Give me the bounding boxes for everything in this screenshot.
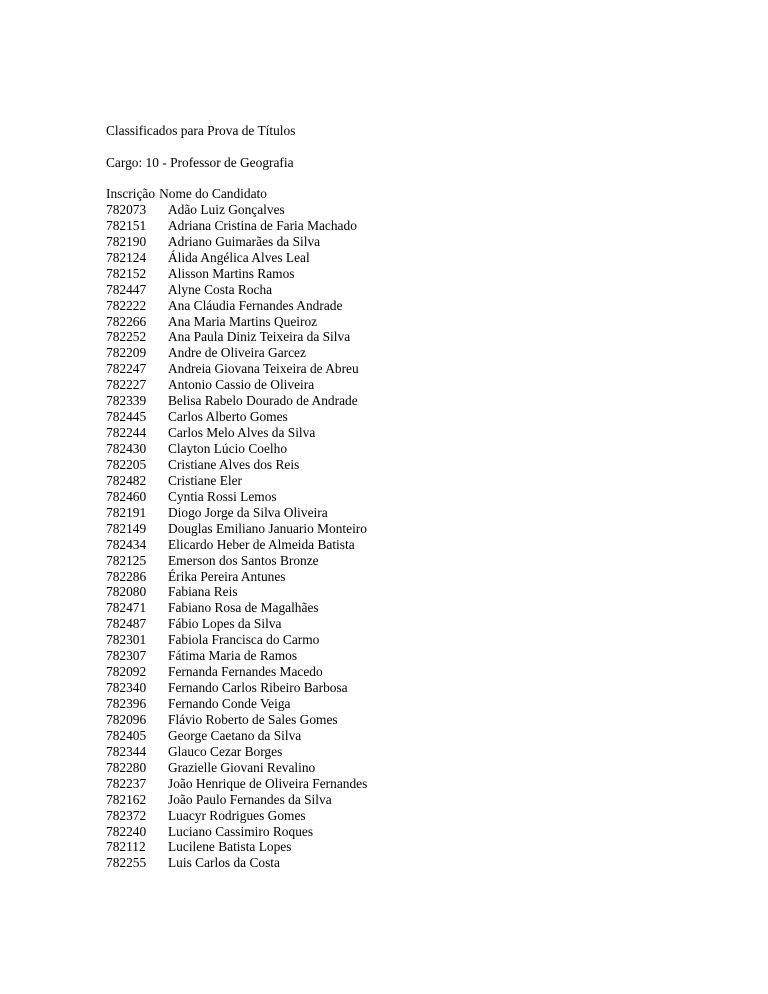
inscricao-cell: 782237 — [106, 775, 147, 791]
table-row — [106, 537, 367, 553]
inscricao-cell: 782430 — [106, 441, 147, 456]
inscricao-cell: 782151 — [106, 217, 147, 233]
candidate-name-cell: Fernanda Fernandes Macedo — [168, 664, 323, 680]
table-row — [106, 282, 367, 298]
table-row — [106, 441, 367, 457]
table-row — [106, 361, 367, 377]
inscricao-cell: 782340 — [106, 680, 147, 696]
table-row — [106, 314, 367, 330]
candidate-name-cell: Carlos Alberto Gomes — [168, 409, 288, 425]
table-row — [106, 457, 367, 473]
candidate-name-cell: Adriano Guimarães da Silva — [168, 233, 321, 249]
candidate-name-cell: Douglas Emiliano Januario Monteiro — [168, 520, 367, 536]
inscricao-cell: 782445 — [106, 409, 147, 425]
inscricao-cell: 782125 — [106, 552, 147, 568]
candidate-name-cell: João Paulo Fernandes da Silva — [168, 791, 332, 807]
candidate-name-cell: Carlos Melo Alves da Silva — [168, 425, 316, 441]
candidate-name-cell: George Caetano da Silva — [168, 727, 302, 743]
inscricao-cell: 782434 — [106, 536, 147, 552]
table-row — [106, 696, 367, 712]
table-row — [106, 712, 367, 728]
inscricao-cell: 782301 — [106, 632, 147, 648]
candidate-name-cell: Luciano Cassimiro Roques — [168, 823, 314, 839]
inscricao-cell: 782209 — [106, 345, 147, 361]
table-row — [106, 218, 367, 234]
table-row — [106, 409, 367, 425]
table-row — [106, 792, 367, 808]
inscricao-cell: 782247 — [106, 361, 147, 377]
candidate-name-cell: Fábio Lopes da Silva — [168, 616, 282, 632]
inscricao-cell: 782460 — [106, 488, 147, 504]
inscricao-cell: 782191 — [106, 504, 147, 520]
candidate-name-cell: Ana Maria Martins Queiroz — [168, 313, 318, 329]
inscricao-cell: 782227 — [106, 377, 147, 393]
table-row — [106, 680, 367, 696]
table-row — [106, 345, 367, 361]
inscricao-cell: 782339 — [106, 393, 147, 409]
inscricao-cell: 782344 — [106, 743, 147, 759]
table-row — [106, 808, 367, 824]
inscricao-cell: 782162 — [106, 791, 147, 807]
inscricao-cell: 782205 — [106, 456, 147, 472]
table-row — [106, 616, 367, 632]
table-row — [106, 744, 367, 760]
candidate-name-cell: Fernando Carlos Ribeiro Barbosa — [168, 680, 348, 696]
table-row — [106, 553, 367, 569]
header-inscricao: Inscrição — [106, 186, 156, 201]
inscricao-cell: 782307 — [106, 648, 147, 664]
table-row — [106, 489, 367, 505]
cargo-line: Cargo: 10 - Professor de Geografia — [106, 155, 294, 170]
inscricao-cell: 782092 — [106, 664, 147, 680]
table-row — [106, 824, 367, 840]
inscricao-cell: 782487 — [106, 616, 147, 632]
table-row — [106, 298, 367, 314]
candidate-name-cell: Cyntia Rossi Lemos — [168, 488, 277, 504]
inscricao-cell: 782222 — [106, 297, 147, 313]
candidate-name-cell: Alisson Martins Ramos — [168, 265, 295, 281]
candidate-name-cell: Adão Luiz Gonçalves — [168, 201, 285, 217]
inscricao-cell: 782096 — [106, 711, 147, 727]
table-row — [106, 505, 367, 521]
candidate-name-cell: Andre de Oliveira Garcez — [168, 345, 306, 361]
candidate-name-cell: Antonio Cassio de Oliveira — [168, 377, 315, 393]
table-row — [106, 584, 367, 600]
candidate-name-cell: Ana Cláudia Fernandes Andrade — [168, 297, 343, 313]
document-title: Classificados para Prova de Títulos — [106, 123, 296, 138]
candidate-name-cell: Fabiana Reis — [168, 584, 238, 600]
table-row — [106, 648, 367, 664]
table-row — [106, 329, 367, 345]
inscricao-cell: 782396 — [106, 696, 147, 711]
candidate-name-cell: Grazielle Giovani Revalino — [168, 759, 316, 775]
inscricao-cell: 782255 — [106, 855, 147, 871]
candidate-name-cell: Elicardo Heber de Almeida Batista — [168, 536, 355, 552]
candidate-name-cell: Lucilene Batista Lopes — [168, 839, 292, 855]
inscricao-cell: 782372 — [106, 807, 147, 823]
table-row — [106, 664, 367, 680]
inscricao-cell: 782152 — [106, 265, 147, 281]
table-row — [106, 393, 367, 409]
table-row — [106, 569, 367, 585]
table-row — [106, 728, 367, 744]
candidate-name-cell: Fátima Maria de Ramos — [168, 648, 298, 664]
inscricao-cell: 782112 — [106, 839, 146, 855]
table-row — [106, 234, 367, 250]
table-row — [106, 855, 367, 871]
candidate-name-cell: Érika Pereira Antunes — [168, 568, 286, 584]
inscricao-cell: 782482 — [106, 472, 147, 488]
table-row — [106, 839, 367, 855]
table-row — [106, 776, 367, 792]
candidate-name-cell: Glauco Cezar Borges — [168, 743, 283, 759]
inscricao-cell: 782252 — [106, 329, 147, 345]
inscricao-cell: 782266 — [106, 313, 147, 329]
table-row — [106, 632, 367, 648]
candidate-name-cell: Cristiane Alves dos Reis — [168, 456, 300, 472]
candidate-name-cell: Luis Carlos da Costa — [168, 855, 280, 871]
candidate-name-cell: Luacyr Rodrigues Gomes — [168, 807, 306, 823]
table-row — [106, 600, 367, 616]
inscricao-cell: 782286 — [106, 568, 147, 584]
inscricao-cell: 782073 — [106, 201, 147, 217]
table-row — [106, 266, 367, 282]
table-row — [106, 521, 367, 537]
candidate-name-cell: Cristiane Eler — [168, 472, 242, 488]
candidate-name-cell: Clayton Lúcio Coelho — [168, 441, 288, 456]
candidates-table — [106, 186, 367, 871]
inscricao-cell: 782240 — [106, 823, 147, 839]
inscricao-cell: 782124 — [106, 249, 147, 265]
candidate-name-cell: Álida Angélica Alves Leal — [168, 249, 310, 265]
inscricao-cell: 782471 — [106, 600, 147, 616]
table-row — [106, 377, 367, 393]
candidate-name-cell: Diogo Jorge da Silva Oliveira — [168, 504, 328, 520]
inscricao-cell: 782244 — [106, 425, 147, 441]
table-body — [106, 202, 367, 871]
inscricao-cell: 782080 — [106, 584, 147, 600]
candidate-name-cell: Fernando Conde Veiga — [168, 696, 291, 711]
candidate-name-cell: Andreia Giovana Teixeira de Abreu — [168, 361, 359, 377]
candidate-name-cell: João Henrique de Oliveira Fernandes — [168, 775, 368, 791]
candidate-name-cell: Fabiano Rosa de Magalhães — [168, 600, 319, 616]
candidate-name-cell: Alyne Costa Rocha — [168, 281, 273, 297]
table-header-row — [106, 186, 367, 202]
table-row — [106, 760, 367, 776]
table-row — [106, 425, 367, 441]
candidate-name-cell: Fabiola Francisca do Carmo — [168, 632, 320, 648]
candidate-name-cell: Belisa Rabelo Dourado de Andrade — [168, 393, 358, 409]
inscricao-cell: 782447 — [106, 281, 147, 297]
candidate-name-cell: Flávio Roberto de Sales Gomes — [168, 711, 338, 727]
inscricao-cell: 782149 — [106, 520, 147, 536]
inscricao-cell: 782190 — [106, 233, 147, 249]
candidate-name-cell: Adriana Cristina de Faria Machado — [168, 217, 357, 233]
table-row — [106, 473, 367, 489]
inscricao-cell: 782405 — [106, 727, 147, 743]
candidate-name-cell: Ana Paula Diniz Teixeira da Silva — [168, 329, 351, 345]
table-row — [106, 202, 367, 218]
table-row — [106, 250, 367, 266]
inscricao-cell: 782280 — [106, 759, 147, 775]
header-nome: Nome do Candidato — [159, 186, 267, 201]
candidate-name-cell: Emerson dos Santos Bronze — [168, 552, 319, 568]
